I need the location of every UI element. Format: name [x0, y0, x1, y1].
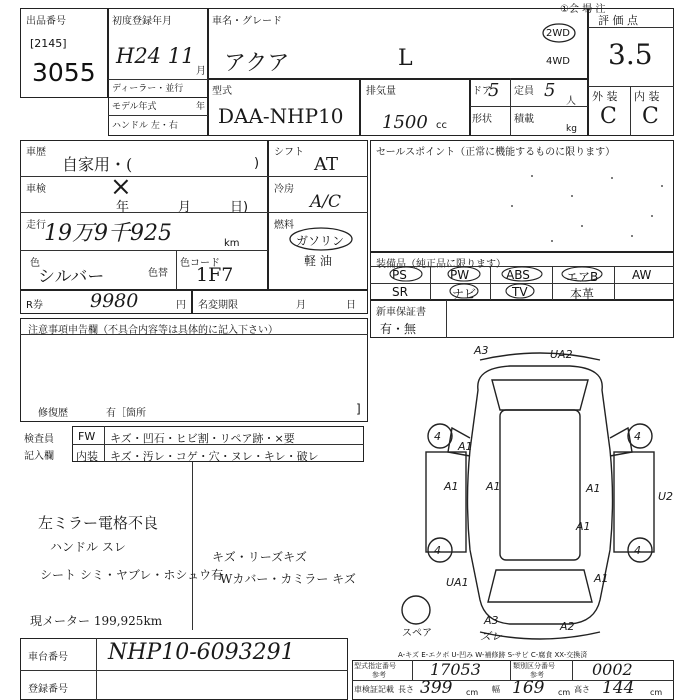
car-name: アクア	[224, 51, 290, 76]
mark-4-fl: 4	[434, 430, 441, 443]
diagram-legend: A-キズ E-エクボ U-凹み W-補修跡 S-サビ C-腐食 XX-交換済	[398, 651, 588, 659]
score-value: 3.5	[608, 38, 653, 71]
equipment-abs: ABS	[506, 268, 530, 282]
mark-a2: A2	[560, 620, 575, 633]
dealer-label: ディーラー・並行	[112, 84, 184, 94]
mark-a1-1: A1	[458, 440, 473, 453]
sales-point-noise	[372, 156, 672, 250]
interior-label: 内 装	[634, 90, 660, 103]
model-year-label: モデル年式	[112, 102, 157, 112]
length-unit: cm	[466, 688, 479, 697]
remark-2: ハンドル スレ	[50, 540, 126, 554]
recycle-unit: 円	[176, 300, 186, 311]
mark-ua1: UA1	[446, 576, 469, 589]
length-label: 長さ	[398, 685, 414, 694]
inspection-year-unit: 年	[116, 200, 130, 215]
interior-value: C	[642, 104, 659, 129]
remark-3: シート シミ・ヤブレ・ホシュウ有	[40, 568, 224, 582]
mark-4-rr: 4	[634, 544, 641, 557]
equipment-circles	[372, 264, 672, 300]
equipment-pw: PW	[450, 268, 470, 282]
score-label: 評 価 点	[598, 14, 638, 27]
handle-label: ハンドル 左・右	[112, 121, 178, 131]
mark-a3-rear: A3	[484, 614, 499, 627]
mark-a1-5: A1	[576, 520, 591, 533]
name-grade-label: 車名・グレード	[212, 16, 282, 27]
mark-a1-4: A1	[586, 482, 601, 495]
length-value: 399	[420, 678, 453, 698]
color-value: シルバー	[38, 267, 105, 287]
capacity-label: 定員	[514, 86, 534, 97]
mark-ua2: UA2	[550, 348, 573, 361]
model-type-value: DAA-NHP10	[218, 104, 344, 128]
inspector-row1-text: キズ・凹石・ヒビ割・リペア跡・×要	[110, 432, 295, 445]
doors-label: ドア	[472, 86, 492, 97]
chassis-label: 車台番号	[28, 652, 68, 663]
shape-label: 形状	[472, 114, 492, 125]
chassis-value: NHP10-6093291	[108, 640, 295, 665]
ac-value: A/C	[310, 192, 342, 212]
usage-value: 自家用・(	[62, 155, 133, 174]
mark-4-fr: 4	[634, 430, 641, 443]
shift-label: シフト	[274, 147, 304, 158]
recycle-value: 9980	[90, 290, 139, 312]
rego-month: 月	[296, 300, 306, 311]
spec-no-sub: 参考	[372, 671, 386, 679]
color-label: 色	[30, 258, 40, 269]
model-year-unit: 年	[196, 102, 206, 112]
rego-day: 日	[346, 300, 356, 311]
color-change-label: 色替	[148, 268, 168, 279]
inspection-day-unit: 日)	[230, 200, 249, 215]
spec-no-value: 17053	[430, 660, 481, 679]
inspector-row1-tag: FW	[78, 430, 96, 443]
inspector-row2-text: キズ・汚レ・コゲ・穴・ヌレ・キレ・破レ	[110, 450, 319, 463]
reg-label: 登録番号	[28, 684, 68, 695]
inspection-month-unit: 月	[178, 200, 192, 215]
equipment-sr: SR	[392, 285, 408, 299]
notes-label: 注意事項申告欄（不具合内容等は具体的に記入下さい）	[28, 325, 278, 336]
drive-2wd: 2WD	[546, 28, 570, 39]
fuel-alt: 軽 油	[304, 254, 332, 268]
height-value: 144	[602, 678, 635, 698]
sales-point-label: セールスポイント（正常に機能するものに限ります）	[376, 147, 616, 158]
mark-a1-2: A1	[444, 480, 459, 493]
lot-code: [2145]	[30, 37, 67, 50]
exterior-value: C	[600, 104, 617, 129]
remark-4: キズ・リーズキズ	[212, 550, 307, 564]
equipment-aw: AW	[632, 268, 652, 282]
repair-value: 有［箇所	[106, 408, 146, 419]
first-reg-value: H24 11	[116, 44, 195, 68]
dims-label: 車検証記載	[354, 685, 394, 694]
width-value: 169	[512, 678, 545, 698]
equipment-airbag: エアB	[566, 270, 599, 284]
exterior-label: 外 装	[592, 90, 618, 103]
mileage-value: 19万9千925	[44, 221, 172, 246]
class-no-label: 類別区分番号	[513, 662, 555, 670]
usage-label: 車歴	[26, 147, 46, 158]
mark-a1-6: A1	[594, 572, 609, 585]
capacity-unit: 人	[566, 96, 576, 107]
inspector-label-2: 記入欄	[24, 451, 54, 462]
width-unit: cm	[558, 688, 571, 697]
displacement-unit: cc	[436, 120, 447, 131]
warranty-value: 有・無	[380, 322, 417, 336]
ac-label: 冷房	[274, 184, 294, 195]
displacement-label: 排気量	[366, 86, 396, 97]
height-unit: cm	[650, 688, 663, 697]
equipment-ps: PS	[392, 268, 407, 282]
rego-label: 名変期限	[198, 300, 238, 311]
doors-value: 5	[488, 80, 500, 101]
usage-close: )	[254, 156, 260, 171]
displacement-value: 1500	[382, 112, 428, 133]
fuel-label: 燃料	[274, 220, 294, 231]
model-type-label: 型式	[212, 86, 232, 97]
equipment-leather: 本革	[570, 287, 595, 301]
repair-label: 修復歴	[38, 408, 68, 419]
mileage-label: 走行	[26, 220, 46, 231]
inspector-label-1: 検査員	[24, 434, 54, 445]
remark-5: Wカバー・カミラー キズ	[220, 572, 356, 586]
car-diagram	[400, 340, 690, 650]
mileage-unit: km	[224, 238, 240, 249]
first-reg-label: 初度登録年月	[112, 16, 172, 27]
equipment-label: 装備品（純正品に限ります）	[376, 259, 506, 270]
shift-value: AT	[314, 154, 339, 175]
recycle-label: R券	[26, 300, 43, 311]
class-no-value: 0002	[592, 660, 633, 679]
drive-4wd: 4WD	[546, 56, 570, 67]
venue-mark: ①会 場 注	[560, 4, 606, 15]
color-code-value: 1F7	[196, 264, 234, 286]
capacity-value: 5	[544, 80, 556, 101]
spare-label: スペア	[402, 628, 432, 639]
height-label: 高さ	[574, 685, 590, 694]
mark-a1-3: A1	[486, 480, 501, 493]
inspection-label: 車検	[26, 184, 46, 195]
mark-zure: ズレ	[480, 630, 502, 643]
equipment-tv: TV	[512, 285, 528, 299]
load-label: 積載	[514, 114, 534, 125]
mark-u2: U2	[658, 490, 674, 503]
color-code-label: 色コード	[180, 258, 220, 269]
first-reg-month-unit: 月	[196, 66, 206, 77]
remark-1: 左ミラー電格不良	[38, 514, 159, 532]
width-label: 幅	[492, 685, 500, 694]
inspector-row2-tag: 内装	[76, 450, 98, 463]
fuel-value: ガソリン	[296, 234, 345, 248]
remark-6: 現メーター 199,925km	[30, 614, 163, 628]
load-unit: kg	[566, 124, 577, 134]
grade: L	[398, 46, 413, 71]
warranty-label: 新車保証書	[376, 307, 426, 318]
class-no-sub: 参考	[530, 671, 544, 679]
equipment-navi: ナビ	[452, 287, 477, 301]
lot-number-label: 出品番号	[26, 16, 66, 27]
spec-no-label: 型式指定番号	[354, 662, 396, 670]
lot-number: 3055	[32, 58, 96, 87]
mark-a3-front: A3	[474, 344, 489, 357]
mark-4-rl: 4	[434, 544, 441, 557]
